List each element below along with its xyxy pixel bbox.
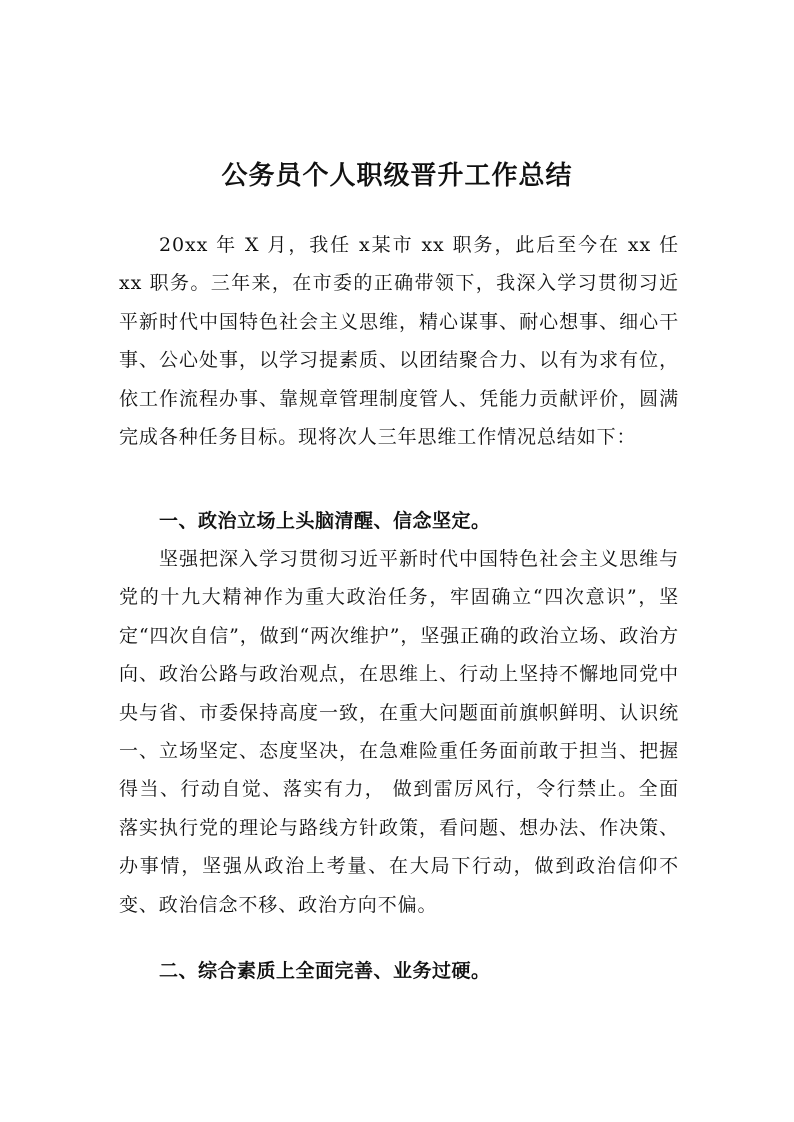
document-title: 公务员个人职级晋升工作总结: [221, 161, 573, 191]
section-2-heading: 二、综合素质上全面完善、业务过硬。: [159, 960, 491, 982]
section-1-heading: 一、政治立场上头脑清醒、信念坚定。: [159, 510, 491, 532]
intro-paragraph: 20xx 年 X 月，我任 x某市 xx 职务，此后至今在 xx 任 xx 职务。三年来，在市委的正确带领下，我深入学习贯彻习近平新时代中国特色社会主义思维，精心谋事、耐心想事、细心干事、公心处事，以学习提素质、以团结聚合力、以有为求有位，依工作流程办事、靠规章管理制度管人、凭能力贡献评价，圆满完成各种任务目标。现将次人三年思维工作情况总结如下：: [119, 234, 679, 449]
section-1-paragraph: 坚强把深入学习贯彻习近平新时代中国特色社会主义思维与党的十九大精神作为重大政治任务，牢固确立“四次意识”，坚定“四次自信”，做到“两次维护”，坚强正确的政治立场、政治方向、政治公路与政治观点，在思维上、行动上坚持不懈地同党中央与省、市委保持高度一致，在重大问题面前旗帜鲜明、认识统一、立场坚定、态度坚决，在急难险重任务面前敢于担当、把握得当、行动自觉、落实有力， 做到雷厉风行，令行禁止。全面落实执行党的理论与路线方针政策，看问题、想办法、作决策、办事情，坚强从政治上考量、在大局下行动，做到政治信仰不变、政治信念不移、政治方向不偏。: [119, 548, 679, 916]
